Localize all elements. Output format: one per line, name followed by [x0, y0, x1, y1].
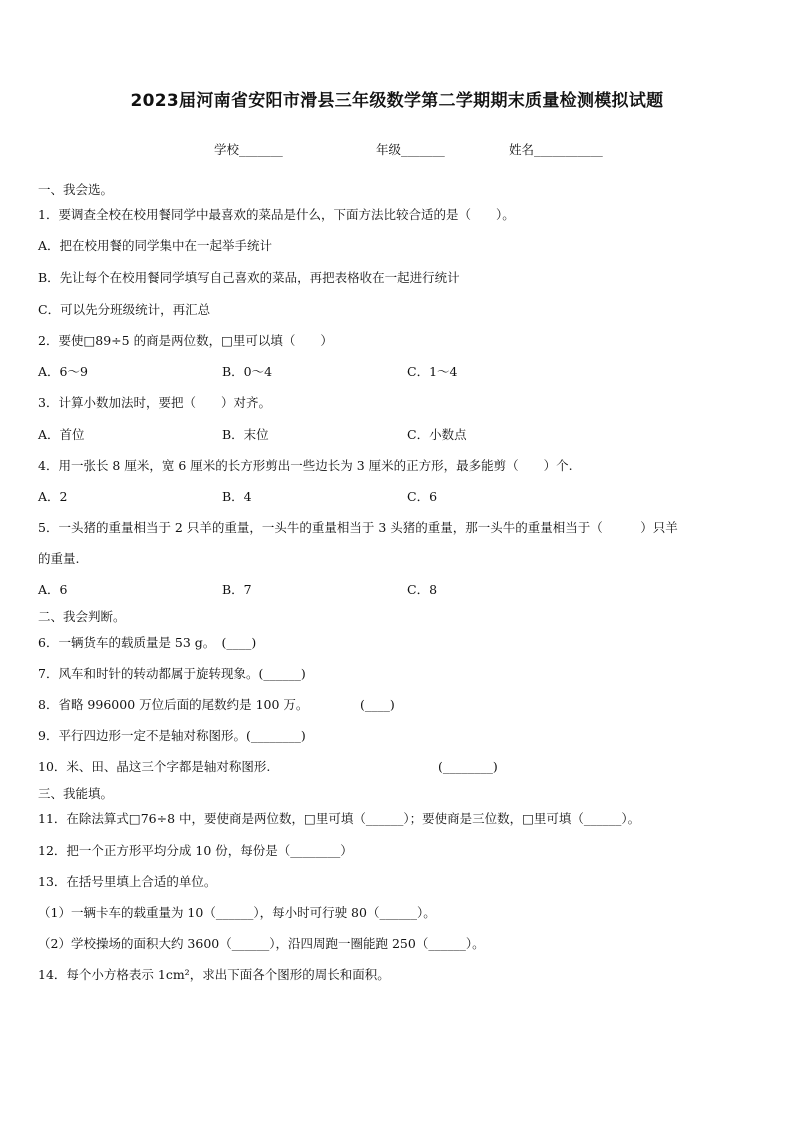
q4-option-a: A．2: [38, 489, 68, 504]
school-field: 学校_______: [214, 142, 283, 157]
q5-option-c: C．8: [407, 582, 438, 597]
q5-option-b: B．7: [222, 582, 252, 597]
question-14: 14．每个小方格表示 1cm²，求出下面各个图形的周长和面积。: [38, 967, 390, 982]
question-5: 5．一头猪的重量相当于 2 只羊的重量，一头牛的重量相当于 3 头猪的重量，那一头牛的重量相当于（ ）只羊: [38, 520, 678, 535]
q4-option-c: C．6: [407, 489, 438, 504]
q1-option-c: C．可以先分班级统计，再汇总: [38, 302, 211, 317]
q4-option-b: B．4: [222, 489, 252, 504]
question-7: 7．风车和时针的转动都属于旋转现象。(______): [38, 666, 306, 681]
question-4: 4．用一张长 8 厘米，宽 6 厘米的长方形剪出一些边长为 3 厘米的正方形，最多能剪（ ）个.: [38, 458, 573, 473]
question-11: 11．在除法算式□76÷8 中，要使商是两位数，□里可填（______）；要使商是三位数，□里可填（______）。: [38, 811, 641, 826]
question-12: 12．把一个正方形平均分成 10 份，每份是（________）: [38, 843, 353, 858]
question-2: 2．要使□89÷5 的商是两位数，□里可以填（ ）: [38, 333, 333, 348]
q2-option-a: A．6～9: [38, 364, 88, 379]
q2-option-c: C．1～4: [407, 364, 458, 379]
grade-field: 年级_______: [376, 142, 445, 157]
q10-answer-blank: (________): [438, 759, 498, 774]
question-13: 13．在括号里填上合适的单位。: [38, 874, 217, 889]
q3-option-a: A．首位: [38, 427, 85, 442]
q2-option-b: B．0～4: [222, 364, 273, 379]
question-8: 8．省略 996000 万位后面的尾数约是 100 万。: [38, 697, 309, 712]
question-6: 6．一辆货车的载质量是 53 g。 (____): [38, 635, 257, 650]
q13-part-2: （2）学校操场的面积大约 3600（______），沿四周跑一圈能跑 250（______）。: [38, 936, 485, 951]
question-3: 3．计算小数加法时，要把（ ）对齐。: [38, 395, 271, 410]
section-heading: 二、我会判断。: [38, 609, 126, 624]
section-heading: 一、我会选。: [38, 182, 114, 197]
q3-option-b: B．末位: [222, 427, 269, 442]
section-heading: 三、我能填。: [38, 786, 114, 801]
question-5-continued: 的重量.: [38, 551, 80, 566]
q13-part-1: （1）一辆卡车的载重量为 10（______），每小时可行驶 80（______）。: [38, 905, 436, 920]
q1-option-b: B．先让每个在校用餐同学填写自己喜欢的菜品，再把表格收在一起进行统计: [38, 270, 460, 285]
q8-answer-blank: (____): [360, 697, 395, 712]
q1-option-a: A．把在校用餐的同学集中在一起举手统计: [38, 238, 273, 253]
name-field: 姓名___________: [509, 142, 603, 157]
question-10: 10．米、田、晶这三个字都是轴对称图形.: [38, 759, 271, 774]
q3-option-c: C．小数点: [407, 427, 467, 442]
question-9: 9．平行四边形一定不是轴对称图形。(________): [38, 728, 306, 743]
question-1: 1．要调查全校在校用餐同学中最喜欢的菜品是什么，下面方法比较合适的是（ ）。: [38, 207, 515, 222]
q5-option-a: A．6: [38, 582, 68, 597]
page-title: 2023届河南省安阳市滑县三年级数学第二学期期末质量检测模拟试题: [130, 91, 664, 111]
